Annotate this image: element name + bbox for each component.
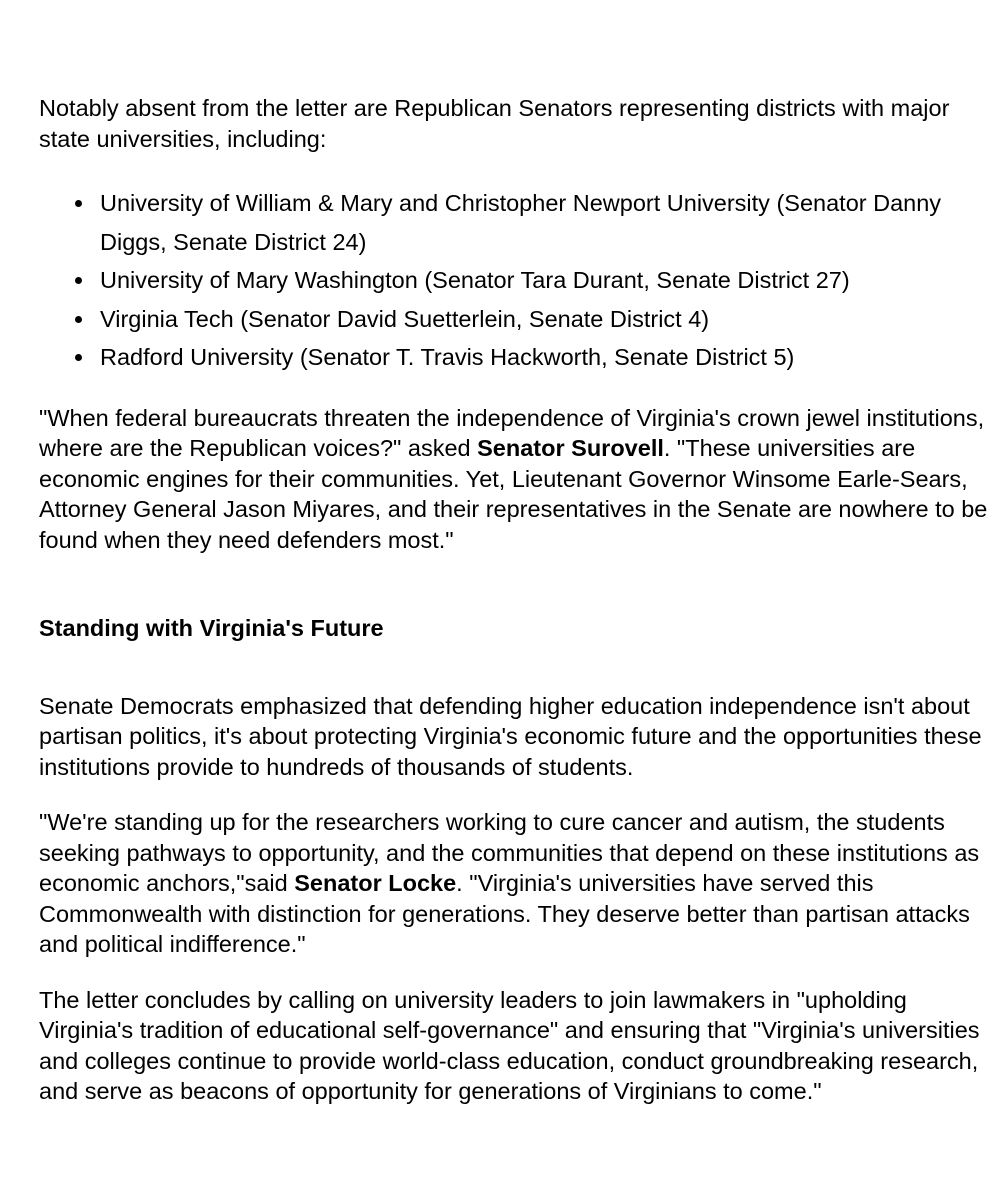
list-item: Radford University (Senator T. Travis Hackworth, Senate District 5) [100, 338, 989, 377]
quote-text: "When federal bureaucrats threaten the independence of Virginia's crown jewel institutions, where are the Republican voices?" asked [39, 404, 985, 461]
quote-text: "We're standing up for the researchers working to cure cancer and autism, the students seeking pathways to opportunity, and the communities that depend on these institutions as economic anchors,"said [39, 809, 980, 896]
section-heading: Standing with Virginia's Future [39, 615, 384, 641]
speaker-name: Senator Surovell [477, 435, 664, 461]
conclusion-paragraph: The letter concludes by calling on university leaders to join lawmakers in "upholding Virginia's tradition of educational self-governance" and ensuring that "Virginia's universities and colleges continue to provide world-class education, conduct groundbreaking research, and serve as beacons of opportunity for generations of Virginians to come." [39, 986, 980, 1104]
list-item: Virginia Tech (Senator David Suetterlein, Senate District 4) [100, 300, 989, 339]
list-item: University of Mary Washington (Senator Tara Durant, Senate District 27) [100, 261, 989, 300]
locke-quote-paragraph [39, 807, 989, 960]
quote-text: . "These universities are economic engines for their communities. Yet, Lieutenant Governor Winsome Earle-Sears, Attorney General Jason Miyares, and their representatives in the Senate are nowhere to be found when they need defenders most." [39, 435, 988, 553]
democrats-paragraph: Senate Democrats emphasized that defending higher education independence isn't about partisan politics, it's about protecting Virginia's economic future and the opportunities these institutions provide to hundreds of thousands of students. [39, 692, 982, 780]
intro-paragraph: Notably absent from the letter are Republican Senators representing districts with major state universities, including: [39, 95, 950, 152]
university-list [39, 184, 989, 377]
speaker-name: Senator Locke [294, 870, 457, 896]
list-item: University of William & Mary and Christopher Newport University (Senator Danny Diggs, Senate District 24) [100, 184, 989, 261]
quote-text: . "Virginia's universities have served this Commonwealth with distinction for generations. They deserve better than partisan attacks and political indifference." [39, 870, 970, 957]
surovell-quote-paragraph [39, 403, 989, 556]
document-body [39, 93, 989, 1107]
